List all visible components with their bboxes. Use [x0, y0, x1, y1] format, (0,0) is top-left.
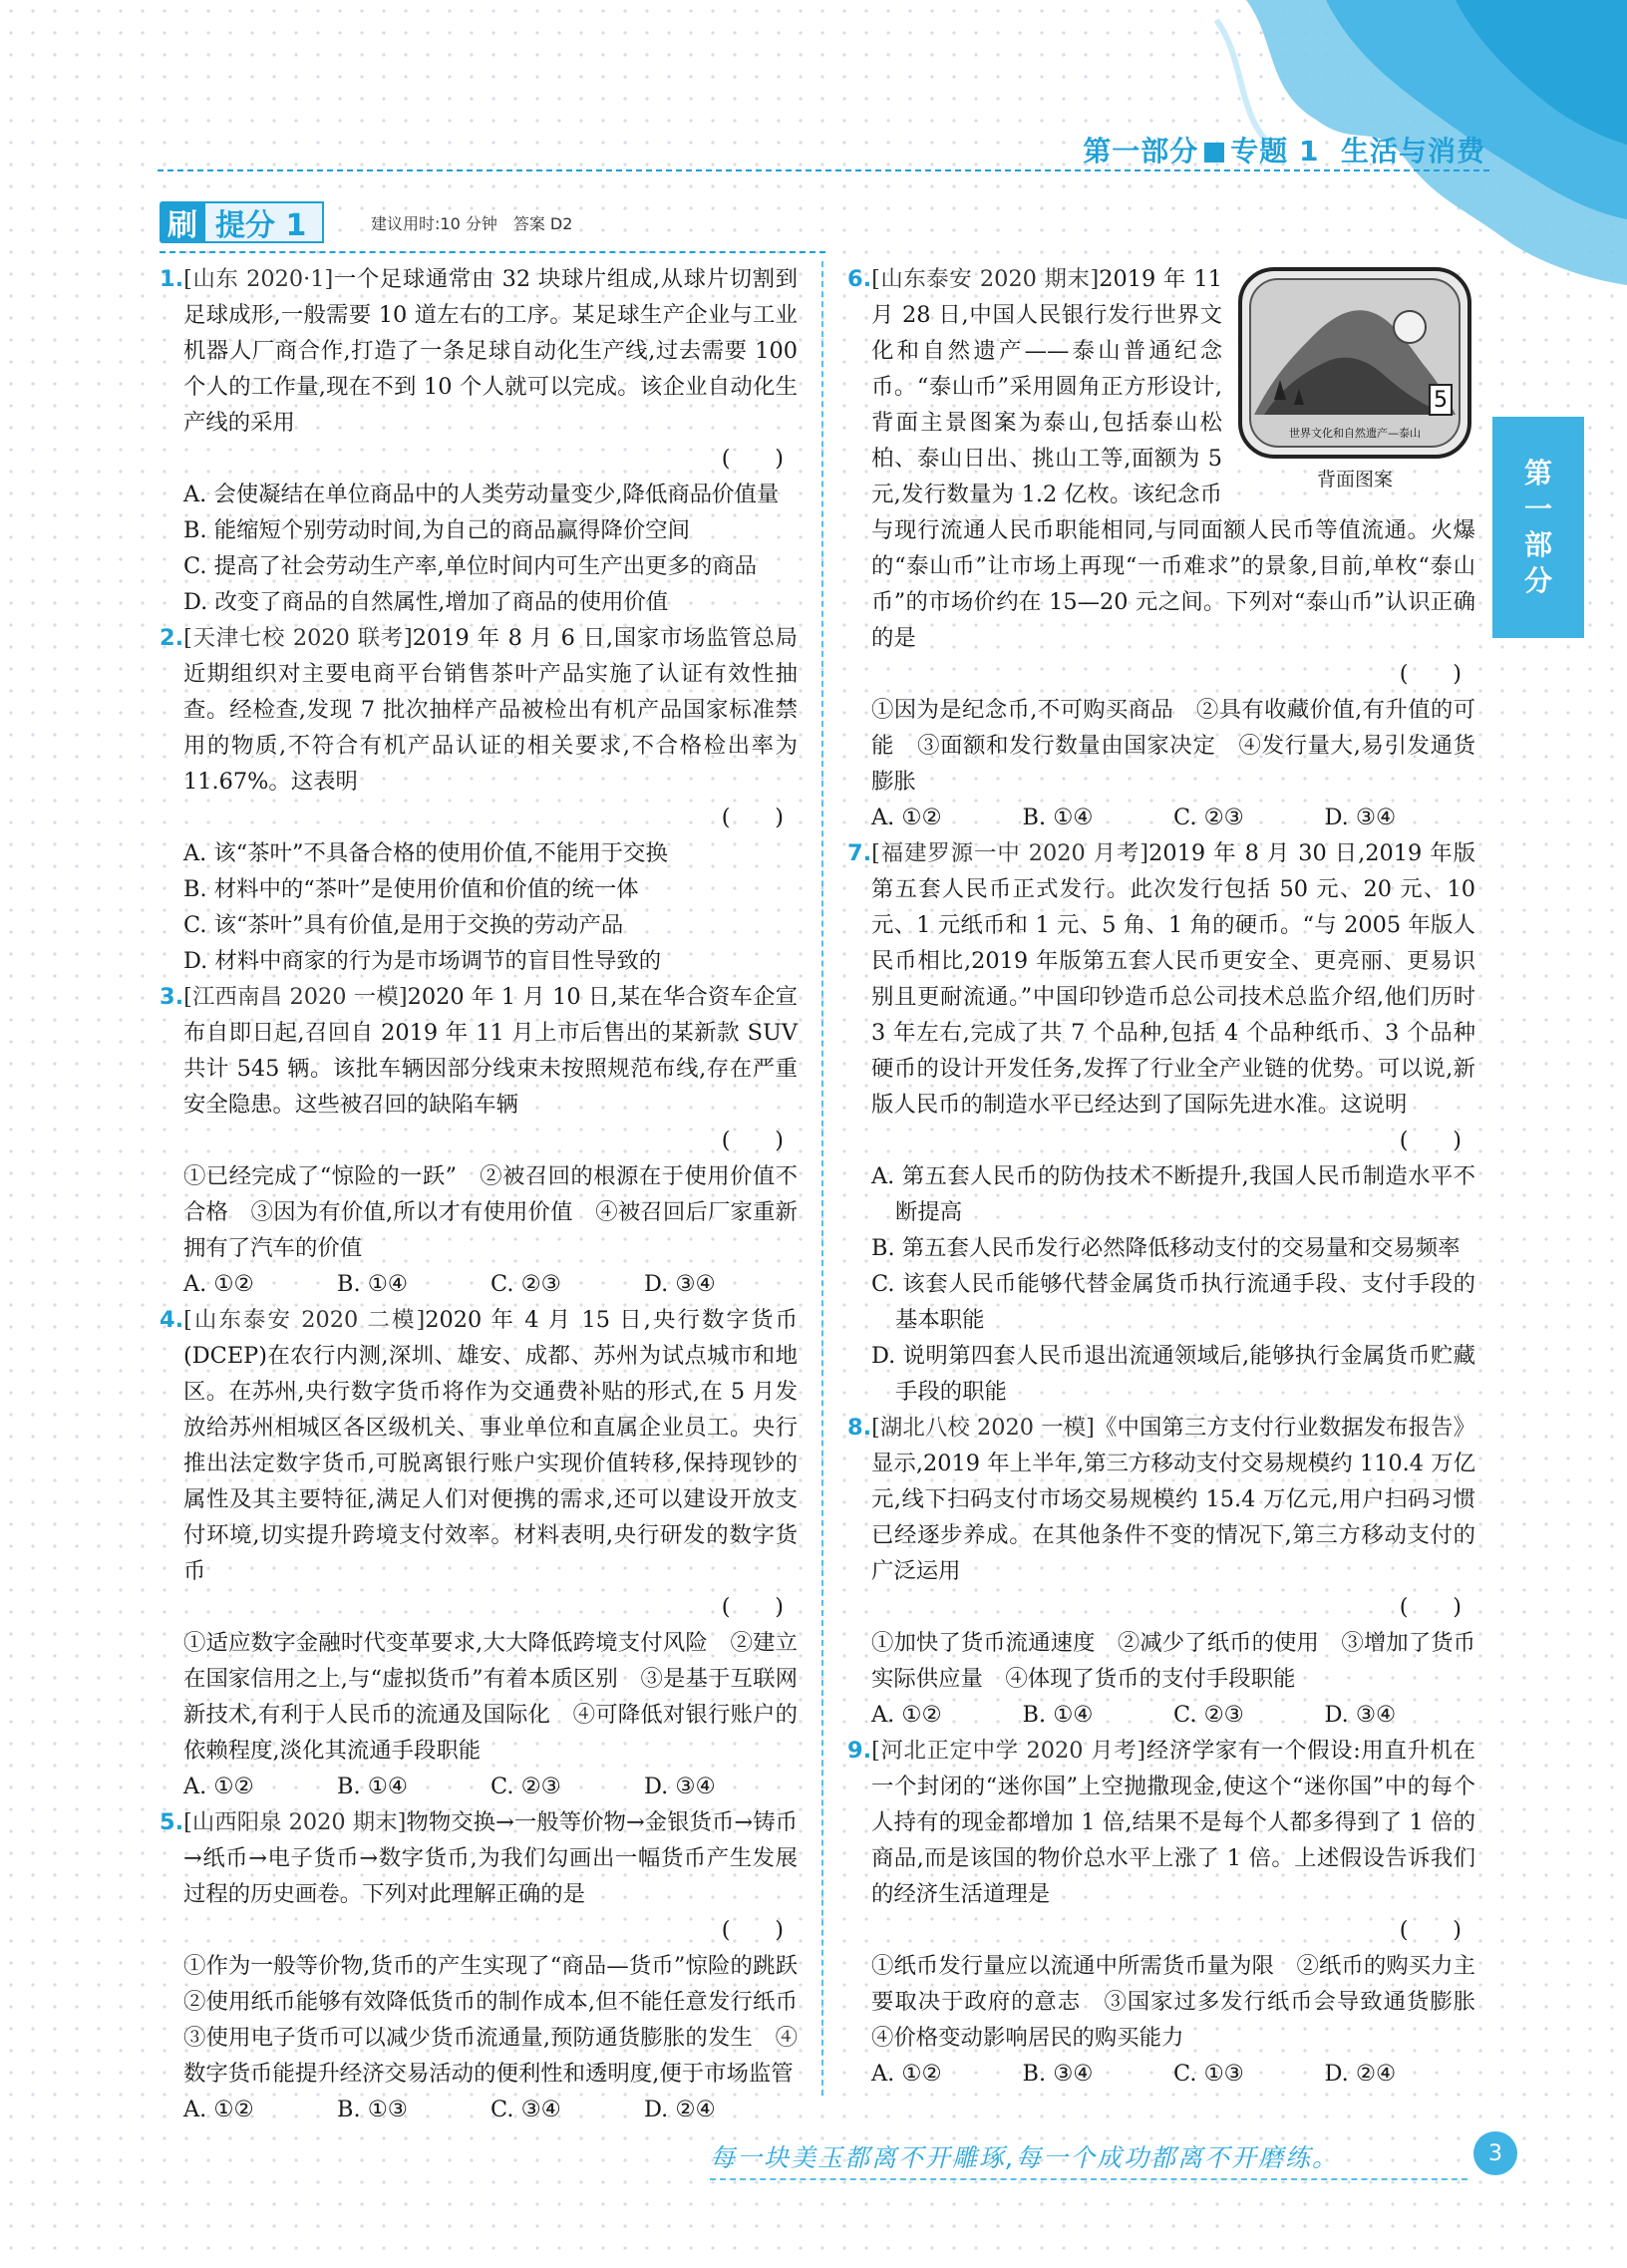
question-stem: [847, 1410, 1475, 1589]
side-tab-char: 分: [1523, 564, 1552, 597]
choice-c: C. ②③: [490, 1774, 561, 1799]
question-number: 1.: [160, 266, 184, 292]
question-source: [山东泰安 2020 二模]: [183, 1307, 426, 1333]
choice-b: B. ①④: [337, 1271, 408, 1297]
question-items: ①适应数字金融时代变革要求,大大降低跨境支付风险 ②建立在国家信用之上,与“虚拟货币”有着本质区别 ③是基于互联网新技术,有利于人民币的流通及国际化 ④可降低对银行账户的依赖程度,淡化其流通手段职能: [183, 1630, 798, 1764]
choice-a: A. ①②: [871, 1702, 942, 1728]
option-c: C. 提高了社会劳动生产率,单位时间内可生产出更多的商品: [183, 553, 758, 579]
question-stem: [847, 835, 1475, 1123]
question-items: ①作为一般等价物,货币的产生实现了“商品—货币”惊险的跳跃 ②使用纸币能够有效降低货币的制作成本,但不能任意发行纸币 ③使用电子货币可以减少货币流通量,预防通货膨胀的发生 ④数字货币能提升经济交易活动的便利性和透明度,便于市场监管: [183, 1953, 820, 2087]
answer-blank: ( ): [721, 1594, 784, 1620]
question-source: [山东泰安 2020 期末]: [871, 266, 1100, 292]
question-number: 9.: [847, 1738, 872, 1764]
answer-blank: ( ): [721, 446, 784, 472]
header-divider: [158, 169, 1489, 171]
figure-caption: 背面图案: [1316, 469, 1393, 490]
choice-row: [847, 1697, 1475, 1733]
question-stem: [160, 1302, 798, 1589]
option-d: D. 材料中商家的行为是市场调节的盲目性导致的: [183, 948, 662, 974]
choice-a: A. ①②: [183, 1271, 254, 1297]
answer-blank: ( ): [1399, 661, 1462, 687]
header-part: 第一部分: [1083, 135, 1199, 167]
question-text: 2020 年 4 月 15 日,央行数字货币(DCEP)在农行内测,深圳、雄安、成都、苏州为试点城市和地区。在苏州,央行数字货币将作为交通费补贴的形式,在 5 月发放给苏州相城区各区级机关、事业单位和直属企业员工。央行推出法定数字货币,可脱离银行账户实现价值转移,保持现钞的属性及其主要特征,满足人们对便携的需求,还可以建设开放支付环境,切实提升跨境支付效率。材料表明,央行研发的数字货币: [183, 1307, 798, 1584]
question-2: [160, 620, 798, 979]
choice-a: A. ①②: [871, 2061, 942, 2087]
choice-row: [160, 1266, 798, 1302]
question-4: [160, 1302, 798, 1804]
question-items: ①纸币发行量应以流通中所需货币量为限 ②纸币的购买力主要取决于政府的意志 ③国家过多发行纸币会导致通货膨胀 ④价格变动影响居民的购买能力: [871, 1953, 1498, 2051]
coin-inscription: 世界文化和自然遗产—泰山: [1289, 427, 1421, 440]
option-b: B. 材料中的“茶叶”是使用价值和价值的统一体: [183, 876, 639, 902]
choice-c: C. ②③: [1173, 805, 1244, 830]
answer-blank: ( ): [721, 1917, 784, 1943]
badge-meta: 建议用时:10 分钟 答案 D2: [371, 214, 573, 233]
side-tab-char: 一: [1523, 492, 1552, 525]
option-d: D. 改变了商品的自然属性,增加了商品的使用价值: [183, 589, 669, 615]
header-topic: 专题 1: [1230, 135, 1320, 167]
question-9: [847, 1733, 1498, 2092]
choice-b: B. ①④: [337, 1774, 408, 1799]
left-column: [160, 261, 820, 2127]
option-c: C. 该“茶叶”具有价值,是用于交换的劳动产品: [183, 912, 624, 938]
option-a: A. 会使凝结在单位商品中的人类劳动量变少,降低商品价值量: [183, 482, 780, 507]
answer-blank: ( ): [721, 1128, 784, 1153]
side-tab-char: 第: [1523, 457, 1552, 489]
choice-c: C. ①③: [1173, 2061, 1244, 2087]
question-items: ①因为是纪念币,不可购买商品 ②具有收藏价值,有升值的可能 ③面额和发行数量由国家决定 ④发行量大,易引发通货膨胀: [871, 697, 1475, 795]
option-a: A. 该“茶叶”不具备合格的使用价值,不能用于交换: [183, 840, 668, 866]
question-text: 经济学家有一个假设:用直升机在一个封闭的“迷你国”上空抛撒现金,使这个“迷你国”中的每个人持有的现金都增加 1 倍,结果不是每个人都多得到了 1 倍的商品,而是该国的物价总水平上涨了 1 倍。上述假设告诉我们的经济生活道理是: [871, 1738, 1475, 1907]
question-stem: [160, 1804, 798, 1912]
choice-d: D. ③④: [644, 1774, 716, 1799]
question-8: [847, 1410, 1475, 1733]
option-b: B. 能缩短个别劳动时间,为自己的商品赢得降价空间: [183, 517, 691, 543]
choice-d: D. ②④: [1324, 2061, 1397, 2087]
answer-blank: ( ): [1399, 1594, 1462, 1620]
side-tab-part-one: [1492, 417, 1584, 638]
square-separator-icon: [1204, 143, 1224, 162]
option-a: A. 第五套人民币的防伪技术不断提升,我国人民币制造水平不断提高: [871, 1163, 1475, 1225]
question-number: 8.: [847, 1415, 872, 1441]
side-tab-char: 部: [1523, 528, 1552, 561]
option-b: B. 第五套人民币发行必然降低移动支付的交易量和交易频率: [871, 1235, 1461, 1261]
question-number: 7.: [847, 840, 872, 866]
question-text: 一个足球通常由 32 块球片组成,从球片切割到足球成形,一般需要 10 道左右的工序。某足球生产企业与工业机器人厂商合作,打造了一条足球自动化生产线,过去需要 100 个人的工作量,现在不到 10 个人就可以完成。该企业自动化生产线的采用: [183, 266, 799, 436]
badge-section-label: 提分 1: [205, 201, 324, 243]
option-c: C. 该套人民币能够代替金属货币执行流通手段、支付手段的基本职能: [871, 1271, 1475, 1333]
answer-blank: ( ): [1399, 1128, 1462, 1153]
question-items: ①已经完成了“惊险的一跃” ②被召回的根源在于使用价值不合格 ③因为有价值,所以才有使用价值 ④被召回后厂家重新拥有了汽车的价值: [183, 1163, 798, 1261]
question-stem: [160, 979, 798, 1123]
choice-d: D. ③④: [644, 1271, 716, 1297]
header-topic-name: 生活与消费: [1340, 135, 1485, 167]
question-number: 2.: [160, 625, 184, 651]
question-stem: [847, 1733, 1475, 1912]
choice-a: A. ①②: [183, 1774, 254, 1799]
question-source: [天津七校 2020 联考]: [183, 625, 413, 651]
question-source: [福建罗源一中 2020 月考]: [871, 840, 1149, 866]
choice-a: A. ①②: [183, 2097, 254, 2122]
choice-a: A. ①②: [871, 805, 942, 830]
question-source: [山东 2020·1]: [183, 266, 334, 292]
question-1: [160, 261, 798, 620]
choice-row: [847, 800, 1475, 835]
badge-divider: [160, 251, 825, 253]
question-text: 2019 年 11 月 28 日,中国人民银行发行世界文化和自然遗产——泰山普通纪念币。“泰山币”采用圆角正方形设计,背面主景图案为泰山,包括泰山松柏、泰山日出、挑山工等,面额为 5 元,发行数量为 1.2 亿枚。该纪念币与现行流通人民币职能相同,与同面额人民币等值流通。火爆的“泰山币”让市场上再现“一币难求”的景象,目前,单枚“泰山币”的市场价约在 15—20 元之间。下列对“泰山币”认识正确的是: [871, 266, 1475, 651]
choice-b: B. ③④: [1022, 2061, 1094, 2087]
question-text: 2019 年 8 月 30 日,2019 年版第五套人民币正式发行。此次发行包括 50 元、20 元、10 元、1 元纸币和 1 元、5 角、1 角的硬币。“与 2005 年版人民币相比,2019 年版第五套人民币更安全、更亮丽、更易识别且更耐流通。”中国印钞造币总公司技术总监介绍,他们历时 3 年左右,完成了共 7 个品种,包括 4 个品种纸币、3 个品种硬币的设计开发任务,发挥了行业全产业链的优势。可以说,新版人民币的制造水平已经达到了国际先进水准。这说明: [871, 840, 1475, 1118]
question-text: 《中国第三方支付行业数据发布报告》显示,2019 年上半年,第三方移动支付交易规模约 110.4 万亿元,线下扫码支付市场交易规模约 15.4 万亿元,用户扫码习惯已经逐步养成。在其他条件不变的情况下,第三方移动支付的广泛运用: [871, 1415, 1475, 1584]
choice-d: D. ③④: [1324, 1702, 1397, 1728]
question-number: 3.: [160, 984, 184, 1010]
choice-row: [160, 1769, 798, 1804]
question-source: [江西南昌 2020 一模]: [183, 984, 408, 1010]
question-items: ①加快了货币流通速度 ②减少了纸币的使用 ③增加了货币实际供应量 ④体现了货币的支付手段职能: [871, 1630, 1475, 1692]
svg-text:5: 5: [1434, 388, 1448, 413]
choice-row: [160, 2092, 798, 2127]
option-d: D. 说明第四套人民币退出流通领域后,能够执行金属货币贮藏手段的职能: [871, 1343, 1475, 1405]
choice-b: B. ①④: [1022, 805, 1094, 830]
question-stem: [160, 620, 798, 800]
choice-c: C. ③④: [490, 2097, 561, 2122]
footer-motto: 每一块美玉都离不开雕琢,每一个成功都离不开磨练。: [710, 2143, 1339, 2172]
page-header-title: [1083, 130, 1485, 169]
question-text: 2019 年 8 月 6 日,国家市场监管总局近期组织对主要电商平台销售茶叶产品实施了认证有效性抽查。经检查,发现 7 批次抽样产品被检出有机产品国家标准禁用的物质,不符合有机产品认证的相关要求,不合格检出率为 11.67%。这表明: [183, 625, 798, 795]
question-number: 5.: [160, 1809, 184, 1835]
column-divider: [821, 261, 823, 2096]
question-source: [山西阳泉 2020 期末]: [183, 1809, 407, 1835]
choice-c: C. ②③: [490, 1271, 561, 1297]
choice-b: B. ①④: [1022, 1702, 1094, 1728]
choice-c: C. ②③: [1173, 1702, 1244, 1728]
question-6: [847, 261, 1475, 835]
tai-shan-coin-image: [1234, 265, 1475, 465]
question-5: [160, 1804, 820, 2127]
right-column: [847, 261, 1498, 2092]
question-number: 4.: [160, 1307, 184, 1333]
question-stem: [160, 261, 798, 441]
choice-d: D. ②④: [644, 2097, 716, 2122]
question-source: [湖北八校 2020 一模]: [871, 1415, 1095, 1441]
question-number: 6.: [847, 266, 872, 292]
answer-blank: ( ): [721, 805, 784, 830]
choice-d: D. ③④: [1324, 805, 1397, 830]
footer-divider: [710, 2178, 1467, 2180]
question-3: [160, 979, 798, 1302]
question-text: 2020 年 1 月 10 日,某在华合资车企宣布自即日起,召回自 2019 年 11 月上市后售出的某新款 SUV 共计 545 辆。该批车辆因部分线束未按照规范布线,存在严重安全隐患。这些被召回的缺陷车辆: [183, 984, 798, 1118]
section-badge: [160, 201, 324, 243]
answer-blank: ( ): [1399, 1917, 1462, 1943]
coin-figure: [1234, 265, 1475, 494]
badge-brush-label: 刷: [160, 201, 205, 243]
question-7: [847, 835, 1475, 1410]
page-number: 3: [1473, 2131, 1517, 2175]
question-text: 物物交换→一般等价物→金银货币→铸币→纸币→电子货币→数字货币,为我们勾画出一幅货币产生发展过程的历史画卷。下列对此理解正确的是: [183, 1809, 798, 1907]
choice-b: B. ①③: [337, 2097, 408, 2122]
choice-row: [847, 2056, 1475, 2092]
question-source: [河北正定中学 2020 月考]: [871, 1738, 1146, 1764]
